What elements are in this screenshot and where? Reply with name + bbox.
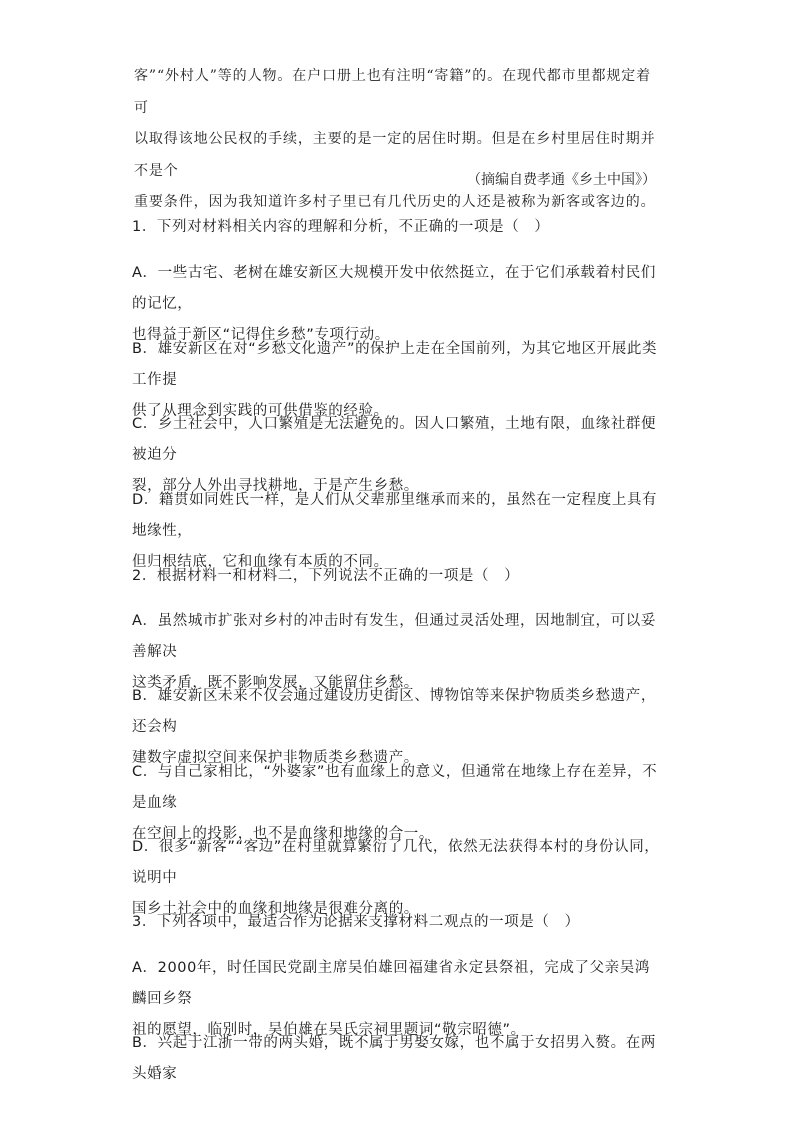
question-1-option-d: D．籍贯如同姓氏一样，是人们从父辈那里继承而来的，虽然在一定程度上具有地缘性， 但归根结底，它和血缘有本质的不同。 [132, 492, 658, 570]
question-1-option-b: B．雄安新区在对“乡愁文化遗产”的保护上走在全国前列，为其它地区开展此类工作提 供了从理念到实践的可供借鉴的经验。 [132, 341, 658, 419]
question-2-option-c: C．与自己家相比，“外婆家”也有血缘上的意义，但通常在地缘上存在差异，不是血缘 在空间上的投影，也不是血缘和地缘的合一。 [132, 764, 658, 842]
passage-source: （摘编自费孝通《乡土中国》） [467, 172, 656, 188]
question-1-stem: 1．下列对材料相关内容的理解和分析，不正确的一项是（ ） [132, 219, 550, 235]
question-2-option-d: D．很多“新客”“客边”在村里就算繁衍了几代，依然无法获得本村的身份认同，说明中 国乡土社会中的血缘和地缘是很难分离的。 [132, 839, 660, 917]
passage-line: 重要条件，因为我知道许多村子里已有几代历史的人还是被称为新客或客边的。 [134, 194, 656, 210]
question-3-option-a: A．2000年，时任国民党副主席吴伯雄回福建省永定县祭祖，完成了父亲吴鸿麟回乡祭 祖的愿望，临别时，吴伯雄在吴氏宗祠里题词“敬宗昭德”。 [132, 960, 650, 1038]
question-2-option-b: B．雄安新区未来不仅会通过建设历史街区、博物馆等来保护物质类乡愁遗产，还会构 建数字虚拟空间来保护非物质类乡愁遗产。 [132, 688, 656, 766]
passage-line: 客”“外村人”等的人物。在户口册上也有注明“寄籍”的。在现代都市里都规定着可 [134, 68, 652, 116]
question-3-option-b: B．兴起于江浙一带的两头婚，既不属于男娶女嫁，也不属于女招男入赘。在两头婚家 [132, 1035, 656, 1082]
question-3-stem: 3．下列各项中，最适合作为论据来支撑材料二观点的一项是（ ） [132, 914, 580, 930]
passage-line: 以取得该地公民权的手续，主要的是一定的居住时期。但是在乡村里居住时期并不是个 [134, 131, 656, 179]
question-2-stem: 2．根据材料一和材料二，下列说法不正确的一项是（ ） [132, 568, 520, 584]
question-2-option-a: A．虽然城市扩张对乡村的冲击时有发生，但通过灵活处理，因地制宜，可以妥善解决 这类矛盾，既不影响发展，又能留住乡愁。 [132, 613, 656, 691]
question-1-option-a: A．一些古宅、老树在雄安新区大规模开发中依然挺立，在于它们承载着村民们的记忆， 也得益于新区“记得住乡愁”专项行动。 [132, 265, 656, 343]
question-1-option-c: C．乡土社会中，人口繁殖是无法避免的。因人口繁殖，土地有限，血缘社群便被迫分 裂，部分人外出寻找耕地，于是产生乡愁。 [132, 416, 657, 494]
passage-excerpt [134, 61, 662, 219]
